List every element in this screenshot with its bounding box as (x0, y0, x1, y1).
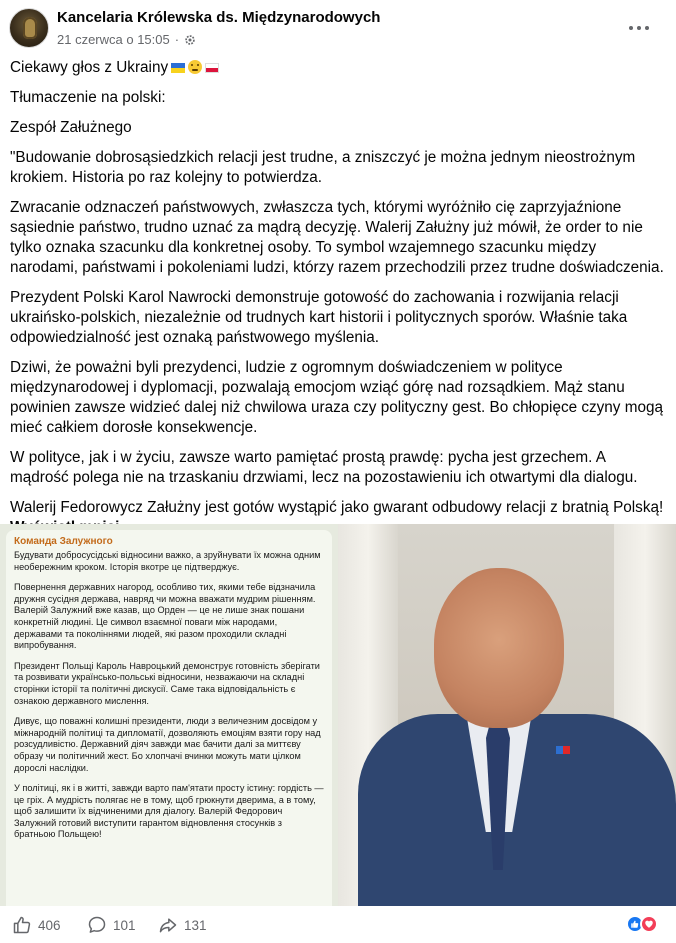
post-media[interactable] (0, 524, 676, 906)
team-name: Zespół Załużnego (10, 119, 132, 136)
flag-pin-icon (556, 746, 570, 754)
message-paragraph: Дивує, що поважні колишні президенти, люди з величезним досвідом у міжнародній політиці та дипломатії, дозволяють емоціям взяти гору над розсудливістю. Державний діяч завжди має бачити далі за миттєву образу чи політичний жест. Бо хлопчачі вчинки можуть мати цілком дорослі наслідки. (14, 716, 321, 773)
poland-flag-icon (205, 63, 219, 73)
page-avatar[interactable] (9, 8, 49, 48)
paragraph-3: Prezydent Polski Karol Nawrocki demonstruje gotowość do zachowania i rozwijania relacji ukraińsko-polskich, niezależnie od trudnych kart historii i politycznych sporów. Właśnie taka odpowiedzialność jest oznaką państwowego myślenia. (10, 289, 628, 346)
post-meta: 21 czerwca o 15:05 · (57, 32, 196, 47)
post-text (10, 58, 666, 538)
message-paragraph: Повернення державних нагород, особливо тих, якими тебе відзначила дружня сусідня держава, навряд чи можна вважати мудрим рішенням. Валерій Залужний вже казав, що Орден — це не лише знак пошани конкретній людині. Це символ взаємної поваги між народами, державами та поколіннями людей, які разом проходили складні випробування. (14, 582, 316, 651)
post-header (0, 0, 676, 56)
thumbs-up-icon (12, 915, 32, 935)
thinking-face-icon (188, 60, 202, 74)
portrait-photo[interactable] (338, 524, 676, 906)
paragraph-2: Zwracanie odznaczeń państwowych, zwłaszcza tych, którymi wyróżniło cię zaprzyjaźnione sąsiednie państwo, trudno uznać za mądrą decyzję. Walerij Załużny już mówił, że order to nie tylko oznaka szacunku dla konkretnej osoby. To symbol wzajemnego szacunku między narodami, państwami i pokoleniami ludzi, którzy razem przechodzili przez trudne doświadczenia. (10, 199, 664, 276)
message-paragraph: У політиці, як і в житті, завжди варто пам'ятати просту істину: гордість — це гріх. А мудрість полягає не в тому, щоб грюкнути дверима, а в тому, щоб залишити їх відчиненими для діалогу. Валерій Федорович Залужний готовий виступити гарантом відновлення стосунків з братньою Польщею! (14, 783, 324, 840)
comment-icon (87, 915, 107, 935)
message-paragraph: Президент Польщі Кароль Навроцький демонструє готовність зберігати та розвивати українсько-польські відносини, незважаючи на складні сторінки історії та політичні дискусії. Саме така відповідальність є ознакою державного мислення. (14, 660, 320, 706)
head-shape (434, 568, 564, 728)
paragraph-1: "Budowanie dobrosąsiedzkich relacji jest trudne, a zniszczyć je można jednym nieostrożnym krokiem. Historia po raz kolejny to potwierdza. (10, 149, 636, 186)
like-count: 406 (38, 917, 61, 933)
like-button[interactable] (12, 915, 61, 935)
ukraine-flag-icon (171, 63, 185, 73)
message-bubble (6, 530, 332, 906)
paragraph-4: Dziwi, że poważni byli prezydenci, ludzie z ogromnym doświadczeniem w polityce międzynarodowej i dyplomacji, pozwalają emocjom wziąć górę nad rozsądkiem. Mąż stanu powinien zawsze widzieć dalej niż chwilowa uraza czy polityczny gest. Bo chłopięce czyny mogą mieć całkiem dorosłe konsekwencje. (10, 359, 663, 436)
message-paragraph: Будувати добросусідські відносини важко, а зруйнувати їх можна одним необережним кроком. Історія вкотре це підтверджує. (14, 550, 321, 572)
dot-icon (629, 26, 633, 30)
gear-icon[interactable] (184, 34, 196, 46)
paragraph-5: W polityce, jak i w życiu, zawsze warto pamiętać prostą prawdę: pycha jest grzechem. A mądrość polega nie na trzaskaniu drzwiami, lecz na pozostawieniu ich otwartymi dla dialogu. (10, 449, 638, 486)
dot-icon (645, 26, 649, 30)
post-actions-bar (0, 906, 676, 943)
post-timestamp[interactable]: 21 czerwca o 15:05 (57, 32, 170, 47)
love-reaction-icon (640, 915, 658, 933)
page-name-link[interactable]: Kancelaria Królewska ds. Międzynarodowych (57, 9, 381, 26)
dot-icon (637, 26, 641, 30)
message-sender: Команда Залужного (14, 536, 113, 547)
reaction-summary[interactable] (626, 915, 658, 933)
share-icon (158, 915, 178, 935)
more-options-button[interactable] (621, 10, 657, 46)
comment-count: 101 (113, 917, 136, 933)
share-count: 131 (184, 917, 207, 933)
telegram-screenshot-image[interactable] (0, 524, 338, 906)
comment-button[interactable] (87, 915, 136, 935)
paragraph-6: Walerij Fedorowycz Załużny jest gotów wystąpić jako gwarant odbudowy relacji z bratnią Polską! (10, 499, 664, 516)
crest-icon (23, 17, 37, 39)
translation-label: Tłumaczenie na polski: (10, 89, 166, 106)
post-intro: Ciekawy głos z Ukrainy (10, 58, 666, 78)
share-button[interactable] (158, 915, 207, 935)
